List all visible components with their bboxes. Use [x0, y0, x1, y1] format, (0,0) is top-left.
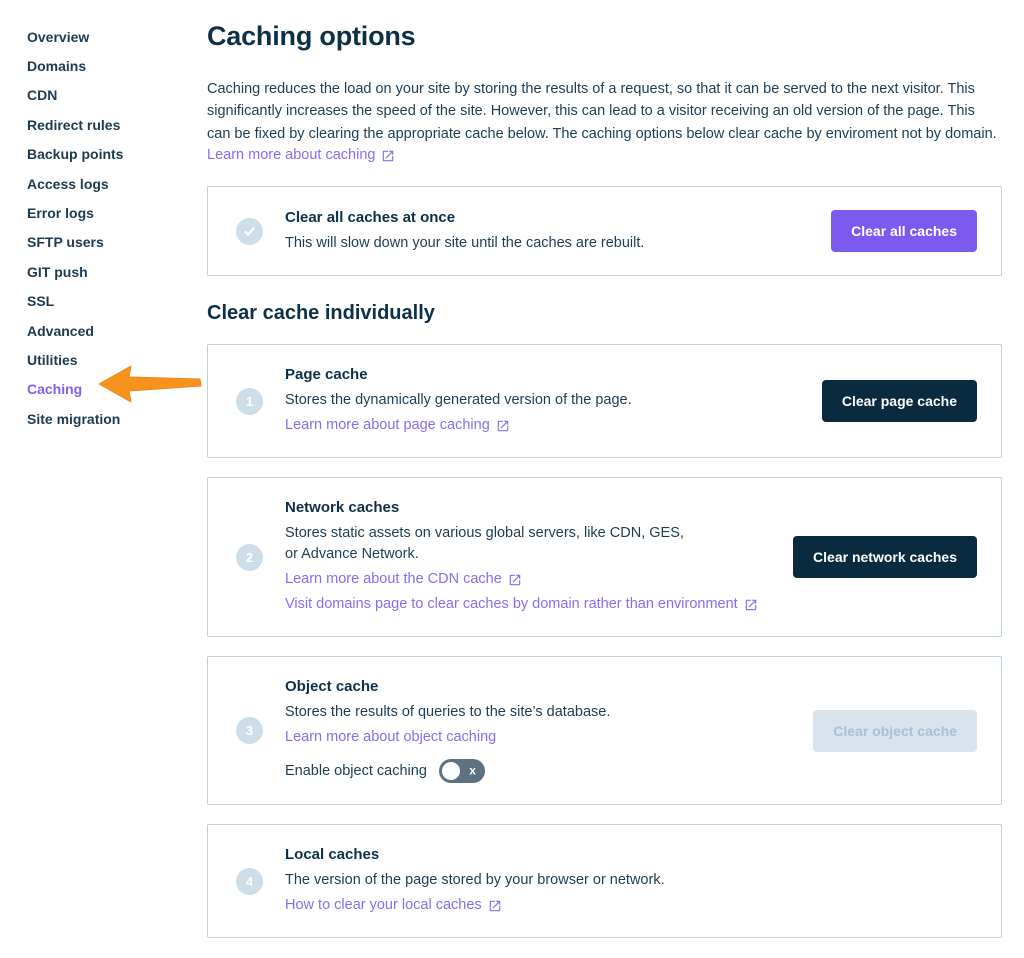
- object-caching-link[interactable]: [285, 727, 496, 748]
- card-description: Stores the results of queries to the site’s database.: [285, 704, 611, 721]
- toggle-off-glyph: x: [469, 763, 476, 778]
- sidebar-item-git-push[interactable]: GIT push: [27, 263, 88, 280]
- sidebar-item-advanced[interactable]: Advanced: [27, 322, 94, 339]
- page-description: Caching reduces the load on your site by storing the results of a request, so that it can be served to the next visitor. This significantly increases the speed of the site. However, this can lead to a visitor receiving an old version of the page. This can be fixed by clearing the appropriate cache below. The caching options below clear cache by enviroment not by domain.: [207, 81, 997, 142]
- card-description: This will slow down your site until the caches are rebuilt.: [285, 234, 645, 251]
- domains-page-link[interactable]: [285, 594, 758, 615]
- card-title: Network caches: [285, 499, 400, 517]
- sidebar-item-backup-points[interactable]: Backup points: [27, 146, 124, 163]
- sidebar: [0, 0, 207, 958]
- enable-object-caching-label: Enable object caching: [285, 763, 427, 780]
- card-description-line-1: Stores static assets on various global servers, like CDN, GES,: [285, 525, 684, 542]
- link-label: Learn more about caching: [207, 147, 376, 164]
- sidebar-item-cdn[interactable]: CDN: [27, 87, 58, 104]
- sidebar-item-domains[interactable]: Domains: [27, 58, 87, 75]
- network-caches-card: [207, 477, 1002, 637]
- step-3-badge: 3: [236, 717, 263, 744]
- link-label: Learn more about the CDN cache: [285, 571, 502, 588]
- local-caches-card: [207, 824, 1002, 938]
- object-caching-toggle[interactable]: [439, 759, 485, 783]
- external-link-icon: [488, 899, 502, 913]
- learn-more-caching-link[interactable]: [207, 145, 395, 166]
- card-description: Stores the dynamically generated version of the page.: [285, 392, 632, 409]
- local-caches-link[interactable]: [285, 895, 502, 916]
- card-title: Clear all caches at once: [285, 208, 456, 226]
- step-1-badge: 1: [236, 388, 263, 415]
- main-content: [207, 0, 1002, 938]
- sidebar-item-site-migration[interactable]: Site migration: [27, 410, 121, 427]
- link-label: Visit domains page to clear caches by domain rather than environment: [285, 596, 738, 613]
- step-4-badge: 4: [236, 868, 263, 895]
- external-link-icon: [508, 573, 522, 587]
- page-title: Caching options: [207, 21, 416, 51]
- sidebar-item-utilities[interactable]: Utilities: [27, 351, 78, 368]
- external-link-icon: [496, 419, 510, 433]
- sidebar-item-redirect-rules[interactable]: Redirect rules: [27, 116, 121, 133]
- object-cache-card: [207, 656, 1002, 805]
- sidebar-item-access-logs[interactable]: Access logs: [27, 175, 109, 192]
- clear-all-caches-button[interactable]: Clear all caches: [831, 210, 977, 252]
- check-icon: [236, 218, 263, 245]
- link-label: How to clear your local caches: [285, 897, 482, 914]
- link-label: Learn more about object caching: [285, 729, 497, 746]
- card-description: The version of the page stored by your browser or network.: [285, 872, 665, 889]
- card-description-line-2: or Advance Network.: [285, 546, 419, 563]
- clear-network-caches-button[interactable]: Clear network caches: [793, 536, 977, 578]
- sidebar-item-overview[interactable]: Overview: [27, 28, 90, 45]
- card-title: Page cache: [285, 366, 368, 384]
- external-link-icon: [381, 149, 395, 163]
- page-cache-card: [207, 344, 1002, 458]
- sidebar-item-ssl[interactable]: SSL: [27, 293, 55, 310]
- link-label: Learn more about page caching: [285, 417, 490, 434]
- card-title: Object cache: [285, 678, 379, 696]
- page-caching-link[interactable]: [285, 415, 510, 436]
- toggle-knob: [442, 762, 460, 780]
- sidebar-item-sftp-users[interactable]: SFTP users: [27, 234, 104, 251]
- external-link-icon: [744, 598, 758, 612]
- clear-object-cache-button: Clear object cache: [813, 710, 977, 752]
- sidebar-item-error-logs[interactable]: Error logs: [27, 205, 94, 222]
- section-heading: Clear cache individually: [207, 302, 435, 325]
- cdn-cache-link[interactable]: [285, 569, 522, 590]
- step-2-badge: 2: [236, 544, 263, 571]
- clear-page-cache-button[interactable]: Clear page cache: [822, 380, 977, 422]
- sidebar-item-caching[interactable]: Caching: [27, 381, 83, 398]
- card-title: Local caches: [285, 846, 380, 864]
- clear-all-card: [207, 186, 1002, 276]
